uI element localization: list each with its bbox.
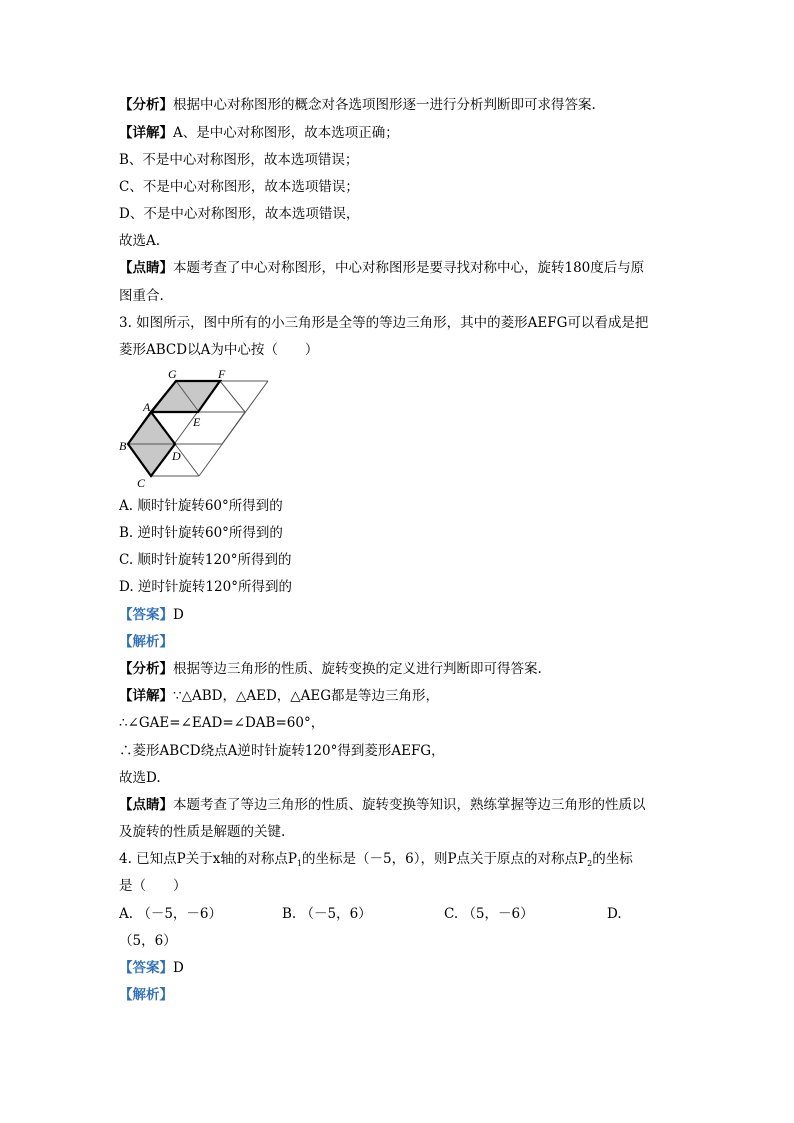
q3-option-b: B. 逆时针旋转60°所得到的 bbox=[119, 525, 283, 541]
q4-option-b: B. （－5，6） bbox=[282, 906, 372, 922]
q3-explanation-heading bbox=[119, 633, 173, 651]
q3-comment-line bbox=[119, 796, 646, 814]
shade-triangle-abd bbox=[128, 412, 175, 444]
q3-comment-tag: 【点睛】 bbox=[119, 797, 173, 813]
q3-option-a: A. 顺时针旋转60°所得到的 bbox=[119, 498, 283, 514]
q4-stem-2: 是（ ） bbox=[119, 878, 187, 894]
q2-detail-line bbox=[119, 124, 399, 142]
q4-subscript-1: 1 bbox=[296, 859, 303, 868]
q3-choose: 故选D. bbox=[119, 770, 161, 786]
q4-stem-1 bbox=[119, 850, 633, 870]
q2-line-c: C、不是中心对称图形，故本选项错误； bbox=[119, 179, 359, 195]
q3-answer-tag: 【答案】 bbox=[119, 607, 173, 623]
label-c: C bbox=[137, 476, 146, 490]
q3-comment-text-2: 及旋转的性质是解题的关键. bbox=[119, 824, 286, 840]
q3-analysis-tag: 【分析】 bbox=[119, 661, 173, 677]
q2-detail-tag: 【详解】 bbox=[119, 125, 173, 141]
label-d: D bbox=[172, 449, 181, 463]
q3-step-3: ∴菱形ABCD绕点A逆时针旋转120°得到菱形AEFG， bbox=[119, 743, 445, 759]
q4-stem-part-c: 的坐标 bbox=[592, 851, 633, 867]
q3-detail-line bbox=[119, 687, 439, 705]
q4-answer-tag: 【答案】 bbox=[119, 960, 173, 976]
label-b: B bbox=[119, 439, 127, 453]
q4-explanation-heading bbox=[119, 986, 173, 1004]
q4-answer-value: D bbox=[173, 960, 184, 976]
q3-option-d: D. 逆时针旋转120°所得到的 bbox=[119, 579, 292, 595]
q3-answer-value: D bbox=[173, 607, 184, 623]
q3-stem-2: 菱形ABCD以A为中心按（ ） bbox=[119, 342, 319, 358]
q3-analysis-line bbox=[119, 660, 542, 678]
q2-analysis-text: 根据中心对称图形的概念对各选项图形逐一进行分析判断即可求得答案. bbox=[173, 97, 596, 113]
q2-line-d: D、不是中心对称图形，故本选项错误， bbox=[119, 206, 360, 222]
q4-stem-part-a: 4. 已知点P关于x轴的对称点P bbox=[119, 851, 297, 867]
q2-analysis-line bbox=[119, 96, 596, 114]
q3-detail-text: ∵△ABD，△AED，△AEG都是等边三角形， bbox=[173, 688, 440, 704]
q2-comment-text-2: 图重合. bbox=[119, 288, 164, 304]
label-e: E bbox=[193, 415, 201, 429]
q3-stem-1: 3. 如图所示，图中所有的小三角形是全等的等边三角形，其中的菱形AEFG可以看成是把 bbox=[119, 315, 649, 331]
label-a: A bbox=[143, 400, 151, 414]
q4-subscript-2: 2 bbox=[587, 859, 593, 868]
q4-explanation-tag: 【解析】 bbox=[119, 987, 173, 1003]
q2-analysis-tag: 【分析】 bbox=[119, 97, 173, 113]
rhombus-figure bbox=[119, 366, 274, 490]
q4-stem-part-b: 的坐标是（－5，6），则P点关于原点的对称点P bbox=[302, 851, 588, 867]
q2-comment-text: 本题考查了中心对称图形，中心对称图形是要寻找对称中心，旋转180度后与原 bbox=[173, 260, 645, 276]
shade-triangle-bdc bbox=[128, 444, 175, 476]
label-g: G bbox=[168, 367, 177, 381]
q2-choose: 故选A. bbox=[119, 233, 161, 249]
q4-option-a: A. （－5，－6） bbox=[119, 906, 223, 922]
q2-line-b: B、不是中心对称图形，故本选项错误； bbox=[119, 152, 359, 168]
q4-option-d-label: D. bbox=[607, 906, 622, 922]
q3-analysis-text: 根据等边三角形的性质、旋转变换的定义进行判断即可得答案. bbox=[173, 661, 542, 677]
label-f: F bbox=[218, 367, 226, 381]
q3-answer-line bbox=[119, 606, 184, 624]
q2-comment-line bbox=[119, 259, 644, 277]
q4-option-d-value: （5，6） bbox=[119, 933, 177, 949]
q3-detail-tag: 【详解】 bbox=[119, 688, 173, 704]
q3-step-2: ∴∠GAE=∠EAD=∠DAB=60°， bbox=[119, 715, 325, 731]
q3-explanation-tag: 【解析】 bbox=[119, 634, 173, 650]
q2-comment-tag: 【点睛】 bbox=[119, 260, 173, 276]
q3-comment-text: 本题考查了等边三角形的性质、旋转变换等知识，熟练掌握等边三角形的性质以 bbox=[173, 797, 646, 813]
q4-answer-line bbox=[119, 959, 184, 977]
q2-detail-text: A、是中心对称图形，故本选项正确； bbox=[173, 125, 399, 141]
q3-option-c: C. 顺时针旋转120°所得到的 bbox=[119, 552, 292, 568]
q4-option-c: C. （5，－6） bbox=[444, 906, 534, 922]
